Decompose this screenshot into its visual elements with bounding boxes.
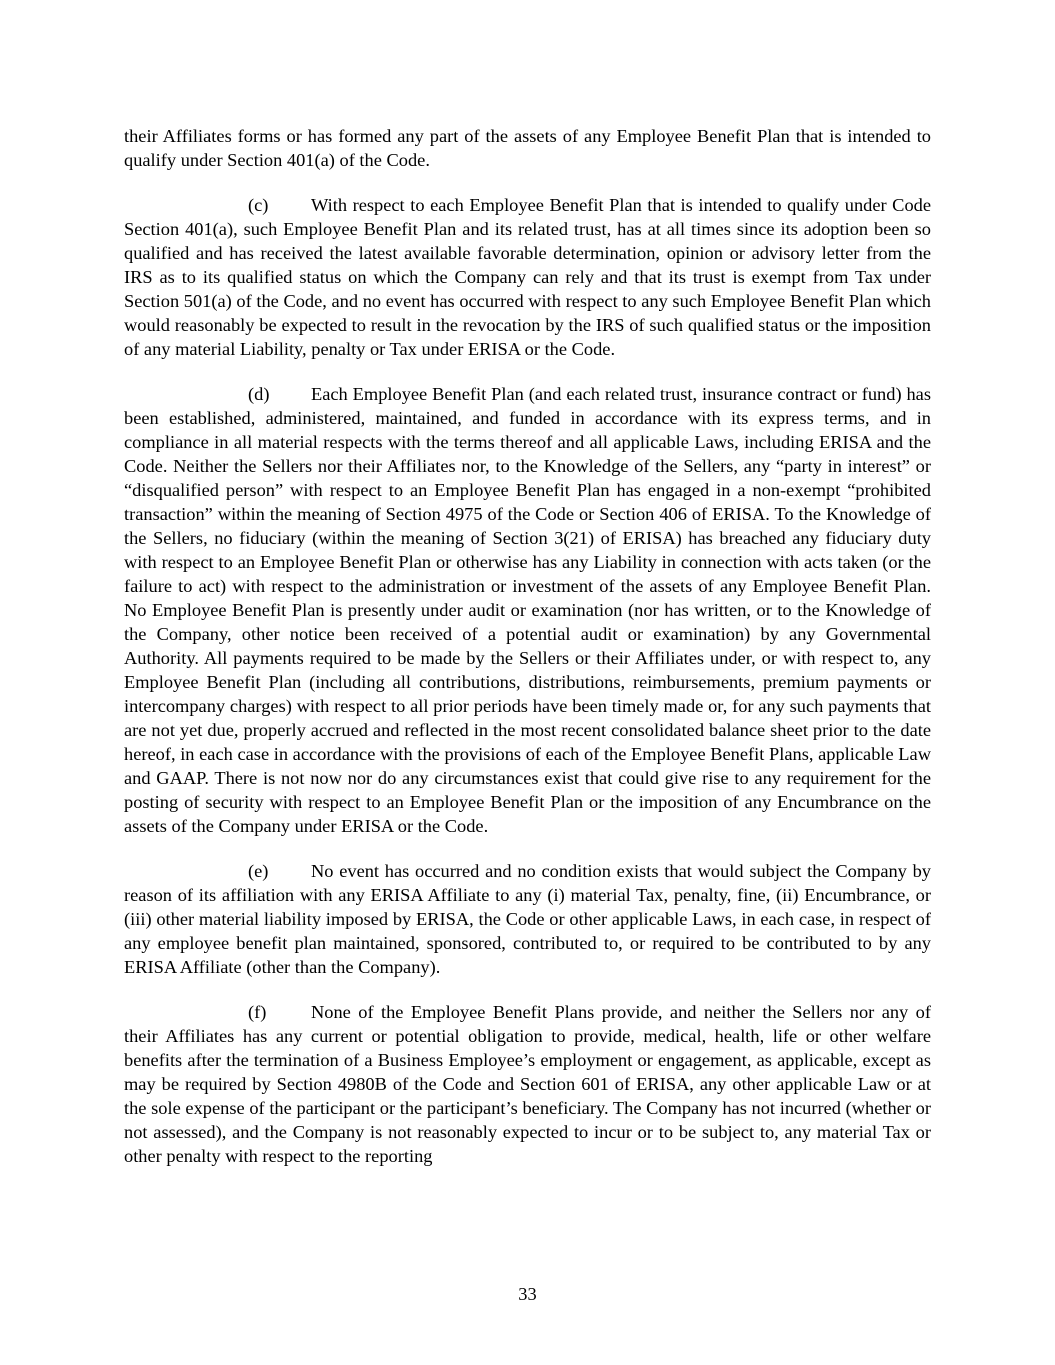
paragraph-text: No event has occurred and no condition exists that would subject the Company by reason of its affiliation with any ERISA Affiliate to any (i) material Tax, penalty, fine, (ii) Encumbrance, or (iii) other material liability imposed by ERISA, the Code or other applicable Laws, in each case, in respect of any employee benefit plan maintained, sponsored, contributed to, or required to be contributed to by any ERISA Affiliate (other than the Company). [124,861,931,977]
paragraph-label: (e) [248,861,269,881]
paragraph-text: With respect to each Employee Benefit Plan that is intended to qualify under Code Section 401(a), such Employee Benefit Plan and its related trust, has at all times since its adoption been so qualified and has received the latest available favorable determination, opinion or advisory letter from the IRS as to its qualified status on which the Company can rely and that its trust is exempt from Tax under Section 501(a) of the Code, and no event has occurred with respect to any such Employee Benefit Plan which would reasonably be expected to result in the revocation by the IRS of such qualified status or the imposition of any material Liability, penalty or Tax under ERISA or the Code. [124,195,931,359]
paragraph-e [124,859,931,979]
paragraph-d [124,382,931,838]
paragraph-text: None of the Employee Benefit Plans provide, and neither the Sellers nor any of their Affiliates has any current or potential obligation to provide, medical, health, life or other welfare benefits after the termination of a Business Employee’s employment or engagement, as applicable, except as may be required by Section 4980B of the Code and Section 601 of ERISA, any other applicable Law or at the sole expense of the participant or the participant’s beneficiary. The Company has not incurred (whether or not assessed), and the Company is not reasonably expected to incur or to be subject to, any material Tax or other penalty with respect to the reporting [124,1002,931,1166]
paragraph-label: (c) [248,195,269,215]
page-number: 33 [518,1284,537,1304]
document-body [124,124,931,1189]
paragraph-text: Each Employee Benefit Plan (and each related trust, insurance contract or fund) has been established, administered, maintained, and funded in accordance with its express terms, and in compliance in all material respects with the terms thereof and all applicable Laws, including ERISA and the Code. Neither the Sellers nor their Affiliates nor, to the Knowledge of the Sellers, any “party in interest” or “disqualified person” with respect to an Employee Benefit Plan has engaged in a non-exempt “prohibited transaction” within the meaning of Section 4975 of the Code or Section 406 of ERISA. To the Knowledge of the Sellers, no fiduciary (within the meaning of Section 3(21) of ERISA) has breached any fiduciary duty with respect to an Employee Benefit Plan or otherwise has any Liability in connection with acts taken (or the failure to act) with respect to the administration or investment of the assets of any Employee Benefit Plan. No Employee Benefit Plan is presently under audit or examination (nor has written, or to the Knowledge of the Company, other notice been received of a potential audit or examination) by any Governmental Authority. All payments required to be made by the Sellers or their Affiliates under, or with respect to, any Employee Benefit Plan (including all contributions, distributions, reimbursements, premium payments or intercompany charges) with respect to all prior periods have been timely made or, for any such payments that are not yet due, properly accrued and reflected in the most recent consolidated balance sheet prior to the date hereof, in each case in accordance with the provisions of each of the Employee Benefit Plans, applicable Law and GAAP. There is not now nor do any circumstances exist that could give rise to any requirement for the posting of security with respect to an Employee Benefit Plan or the imposition of any Encumbrance on the assets of the Company under ERISA or the Code. [124,384,931,836]
paragraph-continuation [124,124,931,172]
paragraph-c [124,193,931,361]
paragraph-label: (d) [248,384,270,404]
paragraph-text: their Affiliates forms or has formed any part of the assets of any Employee Benefit Plan that is intended to qualify under Section 401(a) of the Code. [124,126,931,170]
paragraph-f [124,1000,931,1168]
paragraph-label: (f) [248,1002,267,1022]
